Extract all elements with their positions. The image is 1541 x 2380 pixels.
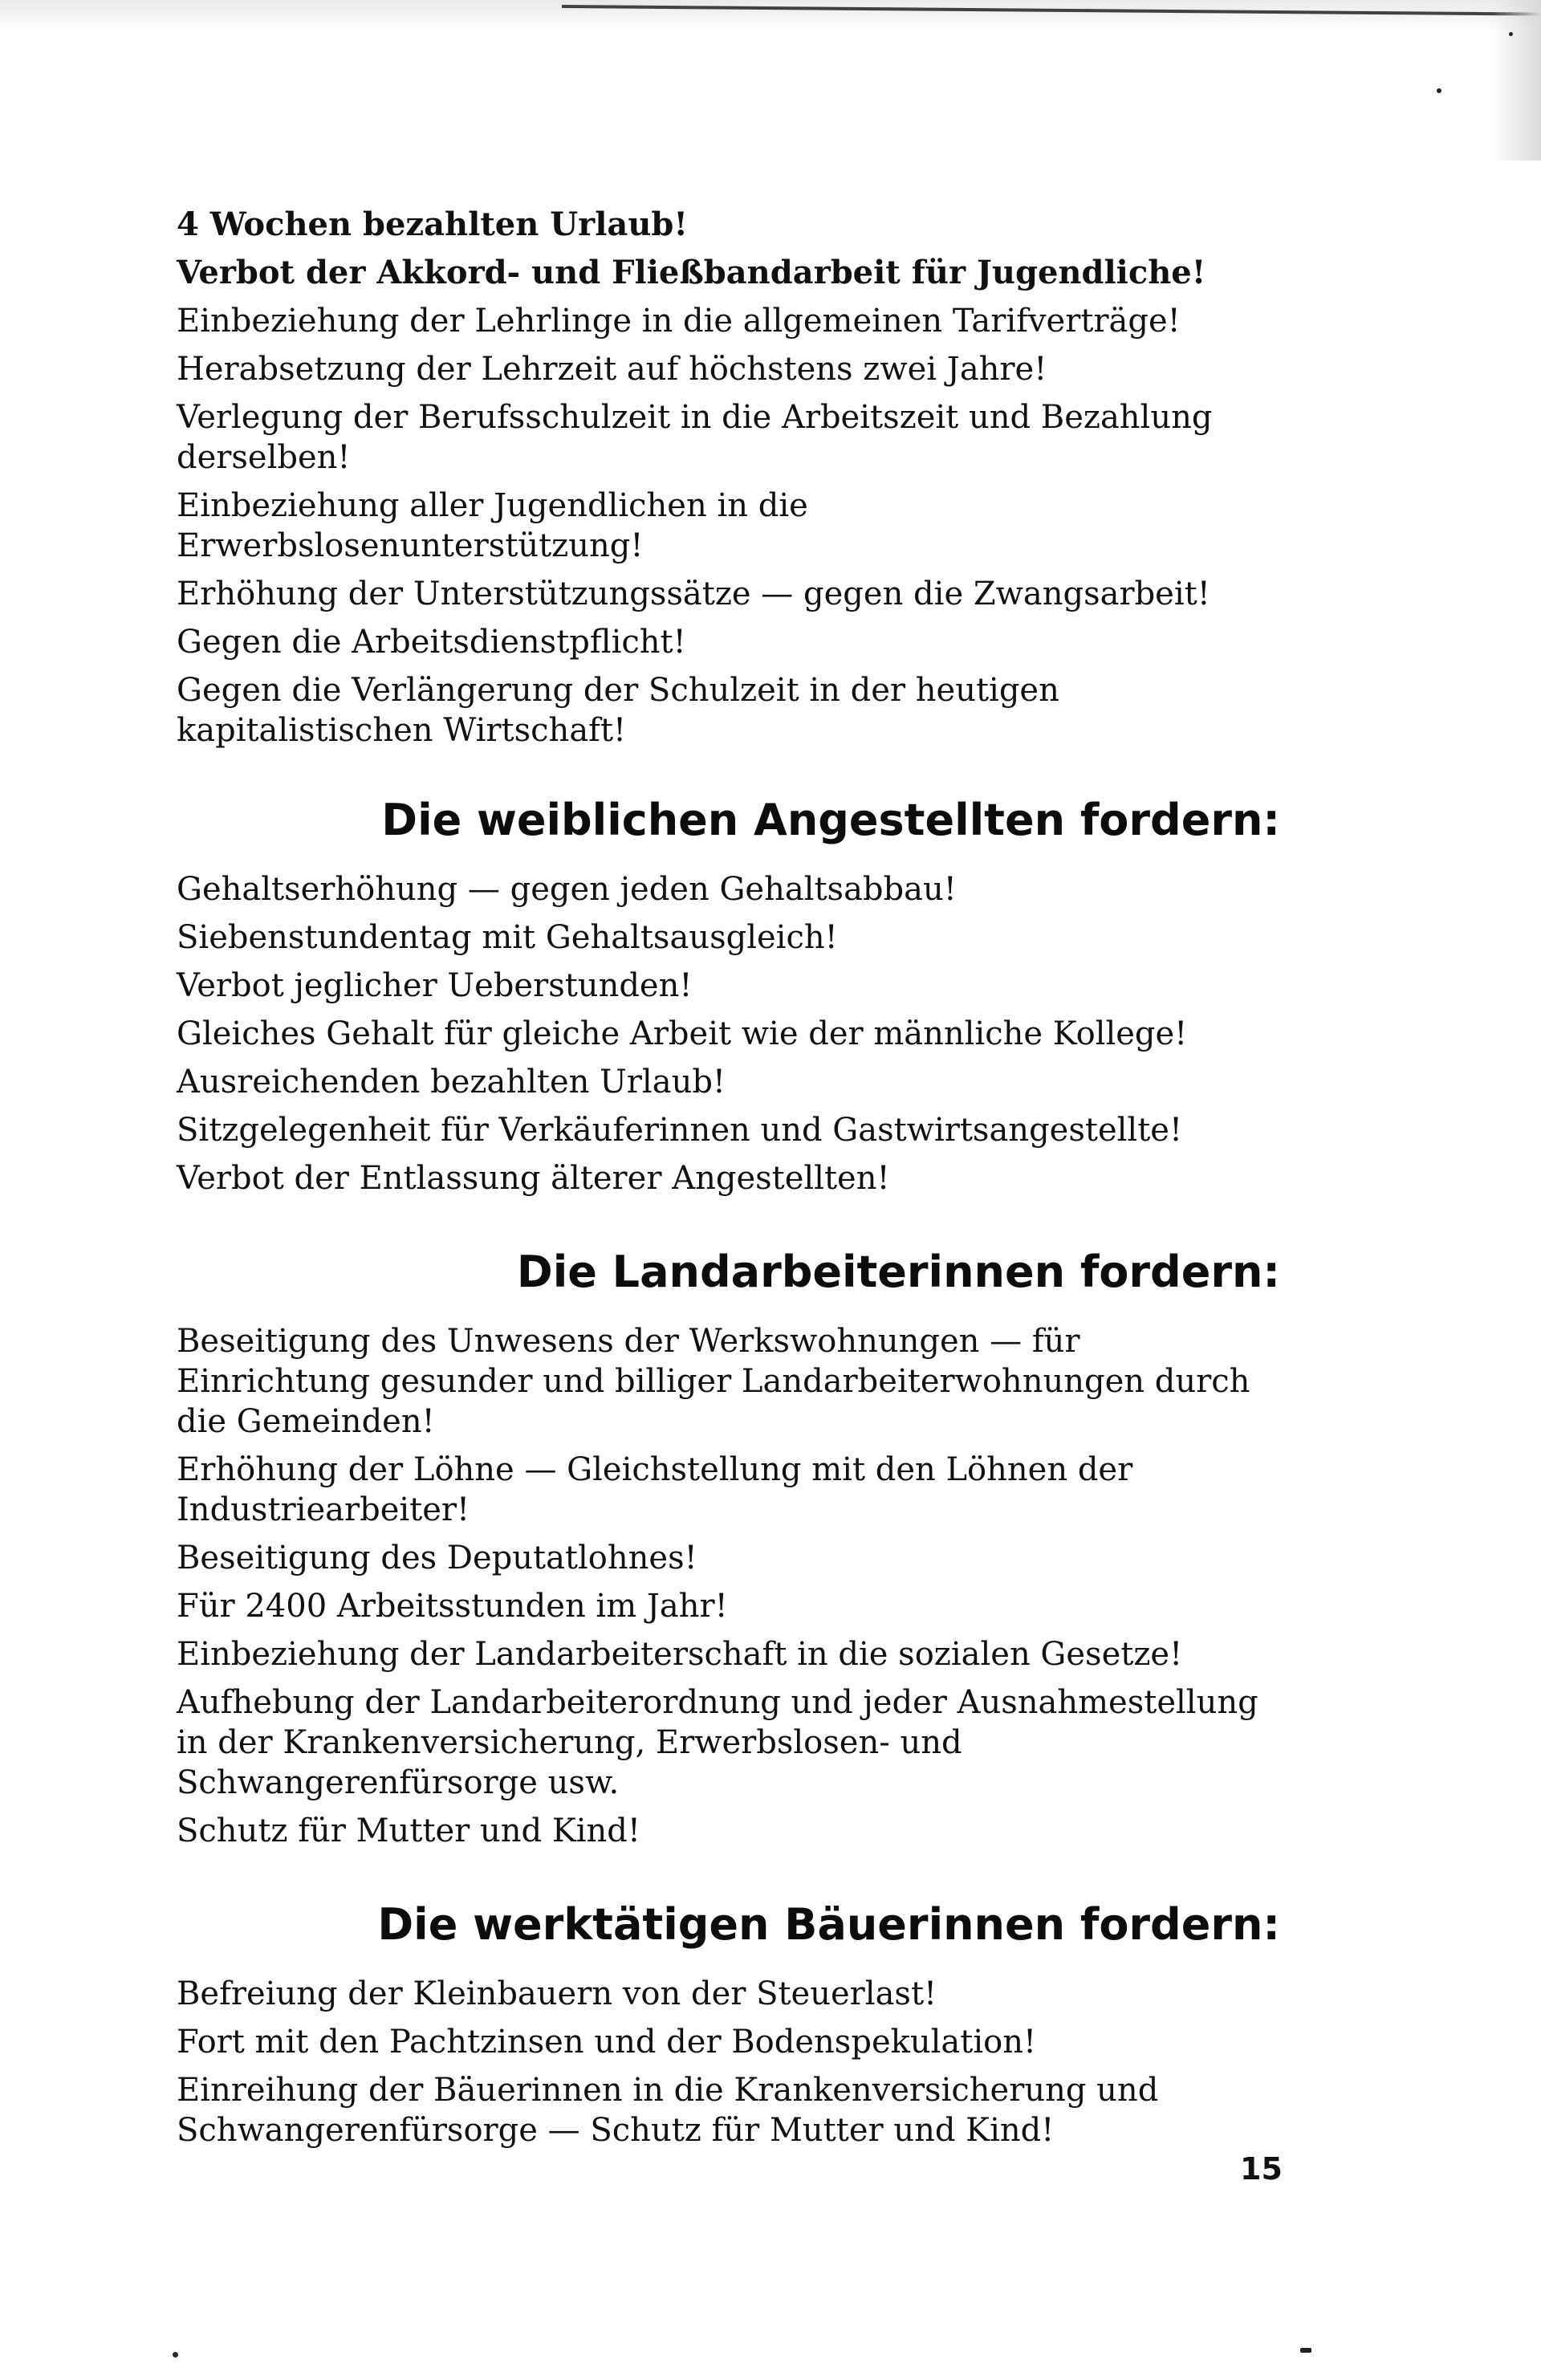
- section-heading: Die weiblichen Angestellten fordern:: [381, 795, 1280, 845]
- demand-line: Ausreichenden bezahlten Urlaub!: [177, 1064, 726, 1100]
- section-0: [177, 205, 1280, 751]
- demand-line: Verbot jeglicher Ueberstunden!: [177, 967, 693, 1004]
- page-number: 15: [1240, 2151, 1283, 2187]
- section-1: [177, 795, 1280, 1198]
- scan-edge-shadow: [0, 0, 1541, 32]
- demand-line: 4 Wochen bezahlten Urlaub!: [177, 205, 688, 243]
- demand-line: Erhöhung der Unterstützungssätze — gegen die Zwangsarbeit!: [177, 576, 1210, 612]
- demand-line: Verlegung der Berufsschulzeit in die Arbeitszeit und Bezahlung derselben!: [177, 399, 1213, 476]
- demand-line: Einbeziehung der Lehrlinge in die allgemeinen Tarifverträge!: [177, 303, 1181, 340]
- demand-line: Einbeziehung der Landarbeiterschaft in die sozialen Gesetze!: [177, 1636, 1183, 1673]
- demand-line: Gegen die Verlängerung der Schulzeit in der heutigen kapitalistischen Wirtschaft!: [177, 672, 1059, 749]
- section-3: [177, 1899, 1280, 2150]
- demand-line: Erhöhung der Löhne — Gleichstellung mit den Löhnen der Industriearbeiter!: [177, 1451, 1133, 1528]
- section-2: [177, 1247, 1280, 1851]
- demand-line: Gleiches Gehalt für gleiche Arbeit wie der männliche Kollege!: [177, 1015, 1188, 1052]
- demand-line: Herabsetzung der Lehrzeit auf höchstens zwei Jahre!: [177, 351, 1047, 388]
- demand-line: Für 2400 Arbeitsstunden im Jahr!: [177, 1588, 728, 1625]
- document-body: [177, 205, 1280, 2158]
- demand-line: Verbot der Akkord- und Fließbandarbeit für Jugendliche!: [177, 254, 1206, 291]
- section-heading: Die werktätigen Bäuerinnen fordern:: [377, 1899, 1280, 1950]
- demand-line: Schutz für Mutter und Kind!: [177, 1812, 640, 1849]
- demand-line: Sitzgelegenheit für Verkäuferinnen und Gastwirtsangestellte!: [177, 1112, 1183, 1149]
- demand-line: Einbeziehung aller Jugendlichen in die Erwerbslosenunterstützung!: [177, 487, 808, 564]
- demand-line: Einreihung der Bäuerinnen in die Krankenversicherung und Schwangerenfürsorge — Schutz für Mutter und Kind!: [177, 2072, 1159, 2149]
- dust-speck: [1300, 2348, 1311, 2353]
- section-heading: Die Landarbeiterinnen fordern:: [516, 1247, 1280, 1297]
- demand-line: Gehaltserhöhung — gegen jeden Gehaltsabbau!: [177, 871, 957, 908]
- demand-line: Aufhebung der Landarbeiterordnung und jeder Ausnahmestellung in der Krankenversicherung, Erwerbslosen- und Schwangerenfürsorge usw.: [177, 1684, 1258, 1801]
- demand-line: Beseitigung des Unwesens der Werkswohnungen — für Einrichtung gesunder und billiger Landarbeiterwohnungen durch die Gemeinden!: [177, 1323, 1250, 1440]
- demand-line: Gegen die Arbeitsdienstpflicht!: [177, 624, 686, 661]
- demand-line: Beseitigung des Deputatlohnes!: [177, 1540, 697, 1576]
- dust-speck: [1509, 32, 1513, 36]
- demand-line: Befreiung der Kleinbauern von der Steuerlast!: [177, 1975, 937, 2012]
- demand-line: Fort mit den Pachtzinsen und der Bodenspekulation!: [177, 2024, 1037, 2061]
- scan-right-shadow: [1493, 0, 1541, 161]
- dust-speck: [1437, 88, 1441, 93]
- dust-speck: [173, 2352, 178, 2358]
- demand-line: Verbot der Entlassung älterer Angestellten!: [177, 1160, 890, 1197]
- demand-line: Siebenstundentag mit Gehaltsausgleich!: [177, 919, 838, 956]
